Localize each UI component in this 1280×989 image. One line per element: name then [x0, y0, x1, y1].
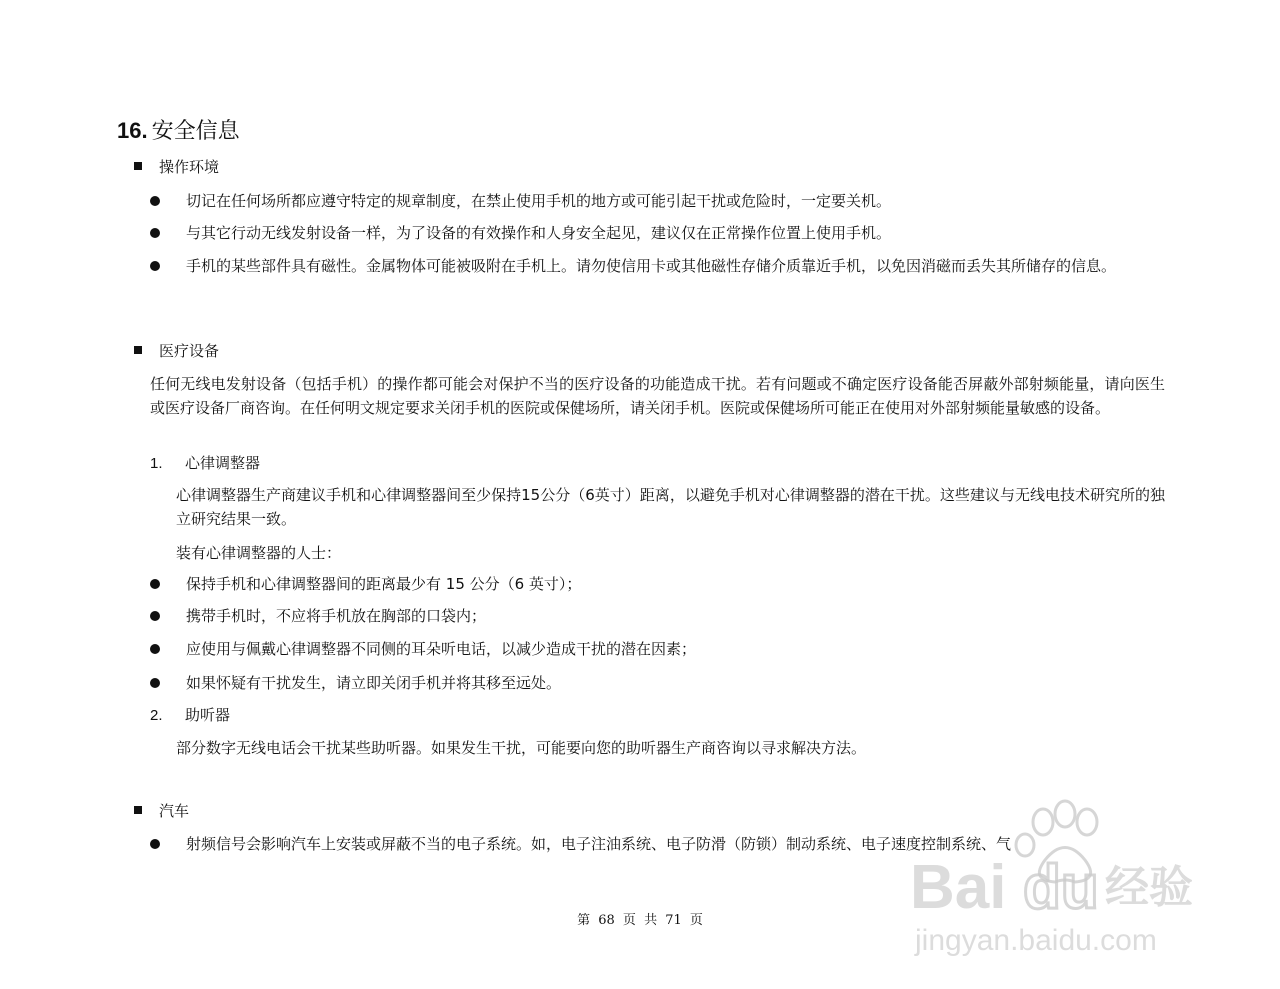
- item-number: 1.: [150, 455, 163, 472]
- list-item-text: 切记在任何场所都应遵守特定的规章制度，在禁止使用手机的地方或可能引起干扰或危险时，一定要关机。: [186, 192, 892, 210]
- svg-text:jingyan.baidu.com: jingyan.baidu.com: [915, 924, 1157, 957]
- section-number: 16.: [117, 118, 148, 143]
- baidu-watermark-logo: [905, 790, 1205, 965]
- section-title: 安全信息: [151, 119, 240, 144]
- pacemaker-users-label: 装有心律调整器的人士：: [176, 544, 342, 562]
- pacemaker-paragraph: 心律调整器生产商建议手机和心律调整器间至少保持15公分（6英寸）距离，以避免手机对心律调整器的潜在干扰。这些建议与无线电技术研究所的独立研究结果一致。: [176, 486, 1165, 528]
- list-item-text: 应使用与佩戴心律调整器不同侧的耳朵听电话，以减少造成干扰的潜在因素；: [186, 640, 697, 658]
- list-item: [150, 637, 1165, 661]
- list-item: [150, 671, 1165, 695]
- square-bullet-icon: [134, 346, 142, 354]
- square-bullet-icon: [134, 162, 142, 170]
- hearing-aid-paragraph: 部分数字无线电话会干扰某些助听器。如果发生干扰，可能要向您的助听器生产商咨询以寻求解决方法。: [176, 739, 867, 757]
- svg-text:du: du: [1023, 853, 1099, 922]
- bullet-icon: [150, 644, 160, 654]
- list-item: [150, 604, 1165, 628]
- bullet-icon: [150, 611, 160, 621]
- list-item: [150, 254, 1165, 278]
- page-number-footer: 第 68 页 共 71 页: [577, 913, 703, 928]
- subsection-vehicle: [134, 800, 189, 822]
- subsection-label: 操作环境: [159, 158, 220, 176]
- square-bullet-icon: [134, 806, 142, 814]
- section-heading: [117, 117, 240, 146]
- bullet-icon: [150, 228, 160, 238]
- numbered-item-hearing-aid: [150, 704, 230, 727]
- list-item: [150, 189, 1165, 213]
- list-item-text: 手机的某些部件具有磁性。金属物体可能被吸附在手机上。请勿使信用卡或其他磁性存储介质靠近手机，以免因消磁而丢失其所储存的信息。: [186, 257, 1117, 275]
- list-item-text: 携带手机时，不应将手机放在胸部的口袋内；: [186, 607, 487, 625]
- item-label: 助听器: [185, 706, 231, 724]
- bullet-icon: [150, 579, 160, 589]
- bullet-icon: [150, 678, 160, 688]
- svg-text:经验: 经验: [1105, 862, 1193, 913]
- list-item: [150, 221, 1165, 245]
- bullet-icon: [150, 839, 160, 849]
- subsection-label: 医疗设备: [159, 342, 220, 360]
- bullet-icon: [150, 196, 160, 206]
- list-item: [150, 572, 1165, 596]
- item-number: 2.: [150, 707, 163, 724]
- subsection-environment: [134, 156, 219, 178]
- list-item: [150, 832, 1165, 856]
- list-item-text: 与其它行动无线发射设备一样，为了设备的有效操作和人身安全起见，建议仅在正常操作位置上使用手机。: [186, 224, 892, 242]
- subsection-label: 汽车: [159, 802, 190, 820]
- svg-text:Bai: Bai: [910, 853, 1007, 922]
- numbered-item-pacemaker: [150, 452, 260, 475]
- list-item-text: 保持手机和心律调整器间的距离最少有 15 公分（6 英寸）；: [186, 575, 582, 593]
- list-item-text: 如果怀疑有干扰发生，请立即关闭手机并将其移至远处。: [186, 674, 562, 692]
- list-item-text: 射频信号会影响汽车上安装或屏蔽不当的电子系统。如，电子注油系统、电子防滑（防锁）制动系统、电子速度控制系统、气: [186, 835, 1012, 853]
- medical-intro-paragraph: 任何无线电发射设备（包括手机）的操作都可能会对保护不当的医疗设备的功能造成干扰。若有问题或不确定医疗设备能否屏蔽外部射频能量，请向医生或医疗设备厂商咨询。在任何明文规定要求关闭手机的医院或保健场所，请关闭手机。医院或保健场所可能正在使用对外部射频能量敏感的设备。: [150, 375, 1165, 417]
- bullet-icon: [150, 261, 160, 271]
- item-label: 心律调整器: [185, 454, 261, 472]
- subsection-medical: [134, 340, 219, 362]
